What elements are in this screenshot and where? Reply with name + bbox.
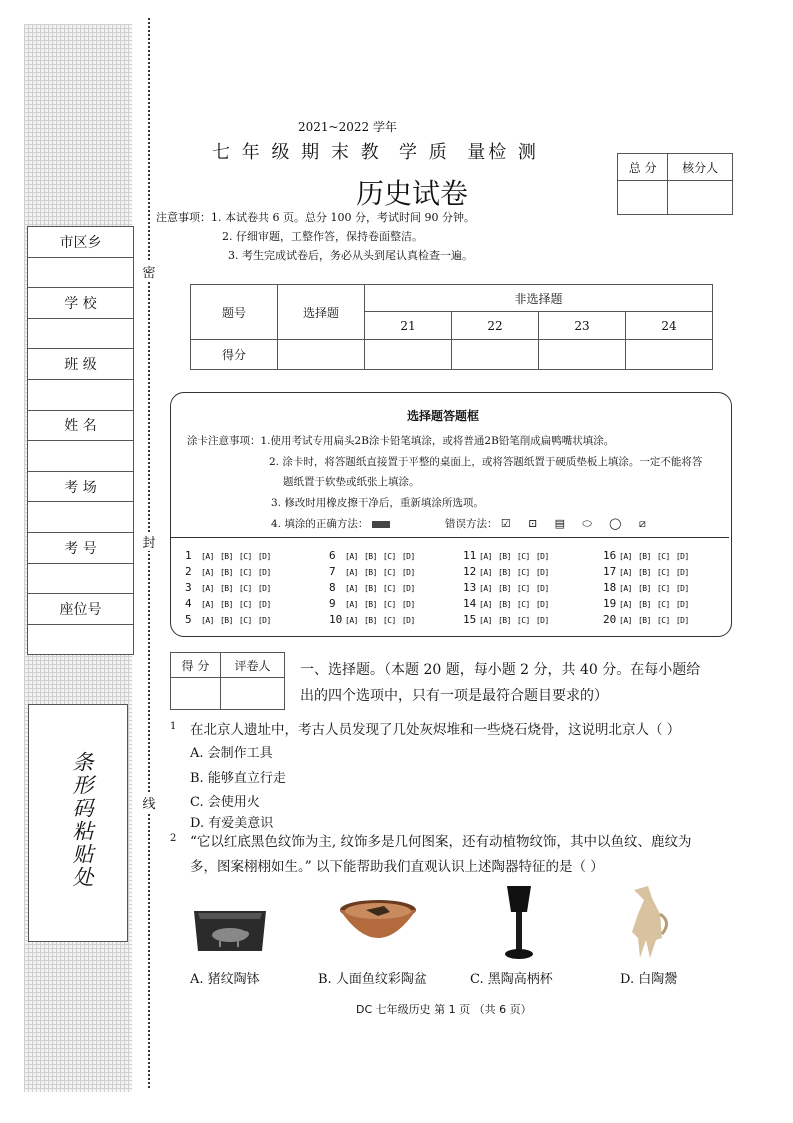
answer-bubble-2-c[interactable]: [C]: [238, 568, 252, 577]
answer-bubble-17-c[interactable]: [C]: [656, 568, 670, 577]
answer-bubble-19-d[interactable]: [D]: [675, 600, 689, 609]
answer-bubble-3-c[interactable]: [C]: [238, 584, 252, 593]
answer-bubble-10-b[interactable]: [B]: [363, 616, 377, 625]
answer-bubble-15-a[interactable]: [A]: [479, 616, 492, 625]
answer-bubble-9-d[interactable]: [D]: [401, 600, 415, 609]
answer-row-20: [603, 613, 695, 626]
district-label: 市区乡: [28, 227, 133, 258]
answer-bubble-2-b[interactable]: [B]: [219, 568, 233, 577]
answer-bubble-13-d[interactable]: [D]: [535, 584, 549, 593]
answer-bubble-15-c[interactable]: [C]: [516, 616, 530, 625]
answer-bubble-16-d[interactable]: [D]: [675, 552, 689, 561]
answer-card-title: 选择题答题框: [407, 409, 480, 423]
answer-bubble-18-d[interactable]: [D]: [675, 584, 689, 593]
answer-row-11: [463, 549, 555, 562]
answer-row-17: [603, 565, 695, 578]
question-2-number: 2: [170, 833, 177, 844]
answer-row-8: [329, 581, 421, 594]
exam-number-field[interactable]: [28, 564, 133, 595]
barcode-area: [28, 704, 128, 942]
name-label: 姓 名: [28, 411, 133, 442]
answer-bubble-11-c[interactable]: [C]: [516, 552, 530, 561]
subject-title: 历史试卷: [356, 177, 469, 210]
wrong-method-label: 错误方法：: [445, 518, 498, 530]
answer-bubble-9-c[interactable]: [C]: [382, 600, 396, 609]
nonchoice-header: 非选择题: [365, 285, 713, 312]
answer-row-2: [185, 565, 277, 578]
answer-row-number: 4: [185, 597, 192, 610]
seal-char-feng: 封: [140, 532, 158, 551]
answer-bubble-12-c[interactable]: [C]: [516, 568, 530, 577]
q21-score-cell[interactable]: [365, 340, 452, 370]
answer-row-number: 14: [463, 597, 477, 610]
choice-header: 选择题: [278, 285, 365, 340]
answer-row-number: 10: [329, 613, 343, 626]
section-heading-line-2: 出的四个选项中，只有一项是最符合题目要求的）: [300, 688, 608, 704]
answer-row-number: 13: [463, 581, 477, 594]
answer-bubble-3-a[interactable]: [A]: [201, 584, 214, 593]
answer-bubble-11-d[interactable]: [D]: [535, 552, 549, 561]
answer-bubble-14-b[interactable]: [B]: [497, 600, 511, 609]
notice-label: 注意事项：: [156, 211, 211, 224]
answer-row-4: [185, 597, 277, 610]
answer-row-12: [463, 565, 555, 578]
answer-bubble-6-b[interactable]: [B]: [363, 552, 377, 561]
wrong-mark-partial-icon: ▤: [554, 517, 566, 530]
notice-item-1: 1. 本试卷共 6 页。总分 100 分，考试时间 90 分钟。: [211, 211, 475, 224]
answer-bubble-17-b[interactable]: [B]: [637, 568, 651, 577]
section-score-cell[interactable]: [171, 678, 221, 710]
q22-score-cell[interactable]: [452, 340, 539, 370]
answer-bubble-6-d[interactable]: [D]: [401, 552, 415, 561]
answer-bubble-13-a[interactable]: [A]: [479, 584, 492, 593]
answer-card-note-1: [187, 433, 614, 448]
answer-bubble-4-b[interactable]: [B]: [219, 600, 233, 609]
answer-row-number: 19: [603, 597, 617, 610]
answer-row-number: 12: [463, 565, 477, 578]
answer-card-note-1-text: 1.使用考试专用扁头2B涂卡铅笔填涂，或将普通2B铅笔削成扁鸭嘴状填涂。: [260, 435, 615, 447]
human-face-fish-basin-image: [338, 896, 418, 954]
question-2-option-a[interactable]: A. 猪纹陶钵: [190, 972, 260, 987]
answer-bubble-10-c[interactable]: [C]: [382, 616, 396, 625]
answer-bubble-13-c[interactable]: [C]: [516, 584, 530, 593]
total-score-label: 总 分: [618, 154, 668, 181]
score-row-label: 得分: [191, 340, 278, 370]
score-table: [190, 284, 713, 370]
answer-bubble-1-c[interactable]: [C]: [238, 552, 252, 561]
answer-bubble-20-d[interactable]: [D]: [675, 616, 689, 625]
answer-row-number: 20: [603, 613, 617, 626]
question-21-header: 21: [365, 312, 452, 340]
name-field[interactable]: [28, 441, 133, 472]
section-score-box: [170, 652, 285, 710]
answer-bubble-18-a[interactable]: [A]: [619, 584, 632, 593]
pig-pattern-bowl-image: [190, 903, 270, 957]
answer-bubble-16-c[interactable]: [C]: [656, 552, 670, 561]
answer-bubble-4-a[interactable]: [A]: [201, 600, 214, 609]
answer-bubble-14-d[interactable]: [D]: [535, 600, 549, 609]
question-22-header: 22: [452, 312, 539, 340]
answer-bubble-12-a[interactable]: [A]: [479, 568, 492, 577]
answer-card: [170, 392, 732, 637]
correct-mark-icon: [372, 521, 390, 528]
answer-row-number: 16: [603, 549, 617, 562]
answer-row-14: [463, 597, 555, 610]
wrong-mark-dot-icon: ⊡: [528, 517, 538, 530]
total-score-box: [617, 153, 733, 215]
answer-bubble-7-b[interactable]: [B]: [363, 568, 377, 577]
question-1-number: 1: [170, 721, 177, 732]
answer-bubble-14-a[interactable]: [A]: [479, 600, 492, 609]
answer-row-number: 17: [603, 565, 617, 578]
answer-bubble-15-b[interactable]: [B]: [497, 616, 511, 625]
answer-bubble-16-b[interactable]: [B]: [637, 552, 651, 561]
notice-item-3: 3. 考生完成试卷后，务必从头到尾认真检查一遍。: [228, 249, 473, 262]
answer-bubble-5-c[interactable]: [C]: [238, 616, 252, 625]
question-2-option-c[interactable]: C. 黑陶高柄杯: [470, 972, 553, 987]
q24-score-cell[interactable]: [626, 340, 713, 370]
answer-card-note-4: [271, 516, 646, 531]
grade-title: 七 年 级 期 末 教 学 质 量检 测: [212, 142, 539, 163]
answer-card-note-2: 2. 涂卡时，将答题纸直接置于平整的桌面上，或将答题纸置于硬质垫板上填涂。一定不能将答: [269, 456, 703, 468]
section-score-label: 得 分: [171, 653, 221, 678]
question-1-option-c[interactable]: C. 会使用火: [190, 795, 260, 810]
answer-row-number: 1: [185, 549, 192, 562]
answer-bubble-18-c[interactable]: [C]: [656, 584, 670, 593]
answer-row-15: [463, 613, 555, 626]
white-pottery-gui-image: [626, 884, 674, 960]
answer-bubble-9-b[interactable]: [B]: [363, 600, 377, 609]
answer-row-number: 5: [185, 613, 192, 626]
question-2-text-line-2: 多，图案栩栩如生。” 以下能帮助我们直观认识上述陶器特征的是（ ）: [190, 859, 604, 875]
seat-label: 座位号: [28, 594, 133, 625]
answer-row-5: [185, 613, 277, 626]
question-1-text: 在北京人遗址中，考古人员发现了几处灰烬堆和一些烧石烧骨，这说明北京人（ ）: [190, 722, 681, 738]
section-grader-label: 评卷人: [220, 653, 284, 678]
answer-bubble-5-d[interactable]: [D]: [257, 616, 271, 625]
answer-bubble-1-a[interactable]: [A]: [201, 552, 214, 561]
question-23-header: 23: [539, 312, 626, 340]
answer-bubble-17-a[interactable]: [A]: [619, 568, 632, 577]
page-footer: DC 七年级历史 第 1 页 （共 6 页）: [356, 1003, 532, 1016]
total-score-cell[interactable]: [618, 181, 668, 215]
answer-row-number: 18: [603, 581, 617, 594]
answer-bubble-12-b[interactable]: [B]: [497, 568, 511, 577]
barcode-label: 条形码粘贴处: [70, 751, 94, 889]
answer-bubble-4-d[interactable]: [D]: [257, 600, 271, 609]
question-24-header: 24: [626, 312, 713, 340]
answer-row-number: 6: [329, 549, 336, 562]
answer-bubble-8-d[interactable]: [D]: [401, 584, 415, 593]
q23-score-cell[interactable]: [539, 340, 626, 370]
class-label: 班 级: [28, 349, 133, 380]
school-label: 学 校: [28, 288, 133, 319]
answer-bubble-3-b[interactable]: [B]: [219, 584, 233, 593]
exam-room-label: 考 场: [28, 472, 133, 503]
answer-card-note-2-cont: 题纸置于软垫或纸张上填涂。: [283, 476, 420, 488]
answer-bubble-1-b[interactable]: [B]: [219, 552, 233, 561]
answer-bubble-15-d[interactable]: [D]: [535, 616, 549, 625]
answer-row-number: 2: [185, 565, 192, 578]
answer-bubble-13-b[interactable]: [B]: [497, 584, 511, 593]
answer-bubble-7-c[interactable]: [C]: [382, 568, 396, 577]
answer-bubble-2-d[interactable]: [D]: [257, 568, 271, 577]
seal-char-xian: 线: [140, 793, 158, 812]
answer-bubble-7-a[interactable]: [A]: [345, 568, 358, 577]
answer-bubble-1-d[interactable]: [D]: [257, 552, 271, 561]
answer-bubble-8-c[interactable]: [C]: [382, 584, 396, 593]
answer-row-number: 8: [329, 581, 336, 594]
answer-bubble-11-a[interactable]: [A]: [479, 552, 492, 561]
answer-bubble-6-c[interactable]: [C]: [382, 552, 396, 561]
class-field[interactable]: [28, 380, 133, 411]
answer-bubble-19-b[interactable]: [B]: [637, 600, 651, 609]
exam-number-label: 考 号: [28, 533, 133, 564]
answer-bubble-20-b[interactable]: [B]: [637, 616, 651, 625]
question-2-option-d[interactable]: D. 白陶鬶: [620, 972, 678, 987]
wrong-mark-slash-icon: ⧄: [638, 517, 646, 530]
answer-row-number: 11: [463, 549, 477, 562]
answer-bubble-16-a[interactable]: [A]: [619, 552, 632, 561]
choice-score-cell[interactable]: [278, 340, 365, 370]
section-heading-line-1: 一、选择题。（本题 20 题，每小题 2 分，共 40 分。在每小题给: [300, 662, 701, 678]
answer-bubble-10-a[interactable]: [A]: [345, 616, 358, 625]
answer-bubble-17-d[interactable]: [D]: [675, 568, 689, 577]
answer-row-9: [329, 597, 421, 610]
answer-row-1: [185, 549, 277, 562]
answer-bubble-14-c[interactable]: [C]: [516, 600, 530, 609]
answer-row-10: [329, 613, 421, 626]
wrong-mark-oval-icon: ⬭: [582, 517, 592, 530]
answer-bubble-8-b[interactable]: [B]: [363, 584, 377, 593]
answer-row-7: [329, 565, 421, 578]
answer-row-number: 3: [185, 581, 192, 594]
answer-bubble-5-a[interactable]: [A]: [201, 616, 214, 625]
question-1-option-a[interactable]: A. 会制作工具: [190, 746, 273, 761]
answer-card-note-3: 3. 修改时用橡皮擦干净后，重新填涂所选项。: [271, 497, 484, 509]
student-info-box: [27, 226, 134, 655]
district-field[interactable]: [28, 258, 133, 289]
answer-bubble-11-b[interactable]: [B]: [497, 552, 511, 561]
answer-row-16: [603, 549, 695, 562]
wrong-mark-check-icon: ☑: [500, 517, 511, 530]
checker-label: 核分人: [668, 154, 733, 181]
answer-bubble-8-a[interactable]: [A]: [345, 584, 358, 593]
answer-bubble-19-c[interactable]: [C]: [656, 600, 670, 609]
answer-bubble-3-d[interactable]: [D]: [257, 584, 271, 593]
answer-bubble-18-b[interactable]: [B]: [637, 584, 651, 593]
answer-row-6: [329, 549, 421, 562]
answer-bubble-20-c[interactable]: [C]: [656, 616, 670, 625]
question-2-option-b[interactable]: B. 人面鱼纹彩陶盆: [318, 972, 427, 987]
exam-room-field[interactable]: [28, 502, 133, 533]
notice-item-2: 2. 仔细审题，工整作答，保持卷面整洁。: [222, 230, 423, 243]
section-grader-cell[interactable]: [220, 678, 284, 710]
answer-bubble-2-a[interactable]: [A]: [201, 568, 214, 577]
notice-line-1: [156, 209, 475, 225]
question-2-text-line-1: “它以红底黑色纹饰为主, 纹饰多是几何图案，还有动植物纹饰，其中以鱼纹、鹿纹为: [190, 834, 692, 850]
seal-line: [148, 18, 150, 1088]
wrong-mark-circle-icon: ◯: [609, 517, 622, 530]
question-number-header: 题号: [191, 285, 278, 340]
answer-card-notes-label: 涂卡注意事项：: [187, 435, 261, 447]
correct-method-label: 4. 填涂的正确方法：: [271, 518, 369, 530]
answer-bubble-19-a[interactable]: [A]: [619, 600, 632, 609]
answer-bubble-12-d[interactable]: [D]: [535, 568, 549, 577]
answer-bubble-5-b[interactable]: [B]: [219, 616, 233, 625]
answer-bubble-10-d[interactable]: [D]: [401, 616, 415, 625]
answer-row-19: [603, 597, 695, 610]
school-field[interactable]: [28, 319, 133, 350]
question-1-option-d[interactable]: D. 有爱美意识: [190, 816, 274, 831]
answer-row-number: 7: [329, 565, 336, 578]
answer-row-number: 9: [329, 597, 336, 610]
checker-cell[interactable]: [668, 181, 733, 215]
seat-field[interactable]: [28, 625, 133, 655]
question-1-option-b[interactable]: B. 能够直立行走: [190, 771, 286, 786]
answer-row-number: 15: [463, 613, 477, 626]
answer-bubble-20-a[interactable]: [A]: [619, 616, 632, 625]
answer-bubble-9-a[interactable]: [A]: [345, 600, 358, 609]
answer-row-18: [603, 581, 695, 594]
answer-row-3: [185, 581, 277, 594]
answer-card-divider: [171, 537, 729, 538]
answer-bubble-4-c[interactable]: [C]: [238, 600, 252, 609]
answer-bubble-7-d[interactable]: [D]: [401, 568, 415, 577]
school-year: 2021~2022 学年: [298, 120, 397, 134]
black-stem-cup-image: [497, 884, 541, 962]
answer-row-13: [463, 581, 555, 594]
answer-bubble-6-a[interactable]: [A]: [345, 552, 358, 561]
seal-char-mi: 密: [140, 262, 158, 281]
